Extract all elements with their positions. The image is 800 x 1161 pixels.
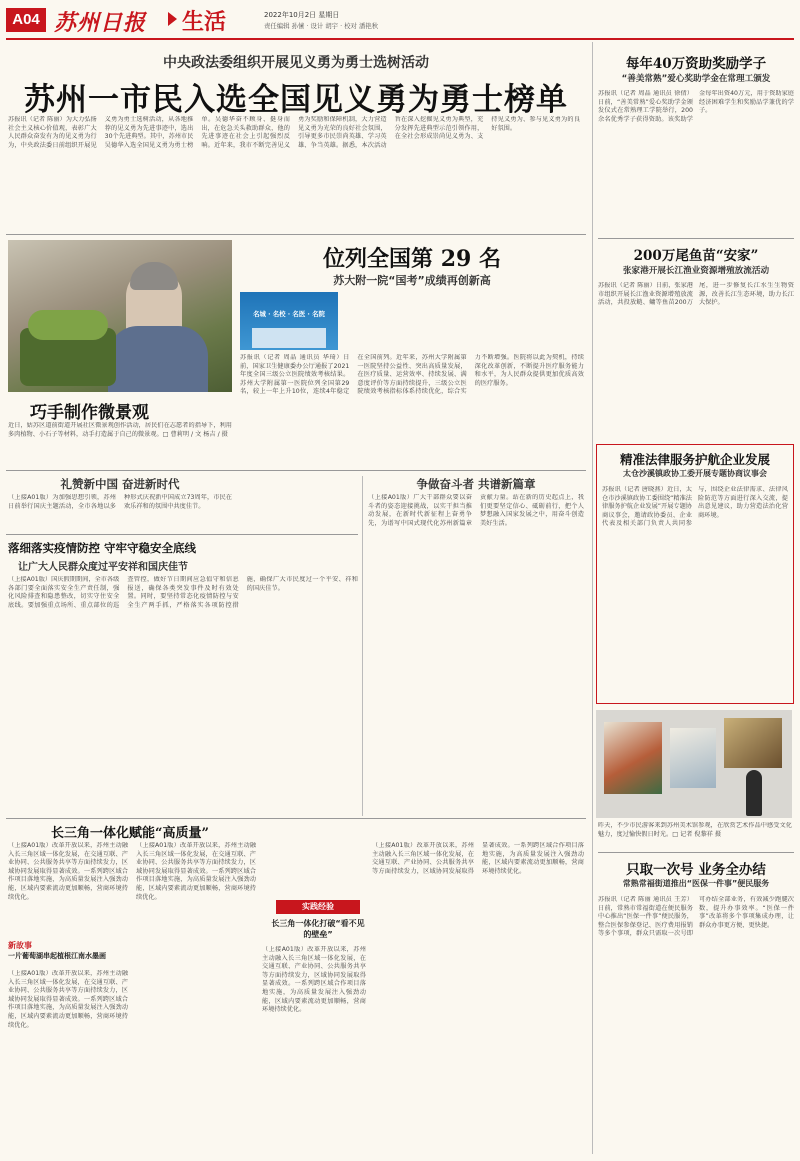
right-top-body: 苏报讯（记者 周晶 通讯员 徐倩）日前，“善美常熟”爱心奖助学金颁发仪式在常熟理工学院举行，200余名优秀学子获得资助。该奖助学金每年出资40万元，用于资助家庭经济困难学生和奖励品学兼优的学子。 (598, 90, 794, 123)
date-line: 2022年10月2日 星期日 (264, 11, 340, 19)
section-marker-icon (168, 12, 177, 26)
legal-body: 苏报讯（记者 唐晓燕）近日，太仓市沙溪镇政协工委围绕“精准法律服务护航企业发展”开展专题协商议事会，邀请政协委员、企业代表及相关部门负责人共同参与，围绕企业法律需求、法律风险防范等方面进行深入交流，提出意见建议，助力营造法治化营商环境。 (602, 486, 788, 528)
struggle-headline: 争做奋斗者 共谱新篇章 (416, 477, 536, 491)
ranking-body: 苏报讯（记者 周晶 通讯员 华琦）日前，国家卫生健康委办公厅通报了2021年度全国三级公立医院绩效考核结果。苏州大学附属第一医院位列全国第29名，较上一年上升10位，连续4年稳定在全国前列。近年来，苏州大学附属第一医院坚持公益性、突出高质量发展，在医疗质量、运营效率、持续发展、满意度评价等方面持续提升，三级公立医院绩效考核指标体系持续优化，综合实力不断增强。医院将以此为契机，持续深化改革创新，不断提升医疗服务能力和水平，为人民群众提供更加优质高效的医疗服务。 (240, 354, 584, 396)
shirt-shape (108, 326, 208, 392)
fire-body: （上接A01版）国庆假期期间，全市各级各部门要全面落实安全生产责任制，强化风险排查和隐患整改，切实守住安全底线。要加强重点场所、重点部位的巡查管控，做好节日期间应急值守和信息报送，确保各类突发事件及时有效处置。同时，要坚持常态化疫情防控与安全生产两手抓，严格落实各项防控措施，确保广大市民度过一个平安、祥和的国庆佳节。 (8, 576, 358, 609)
lead-body: 苏报讯（记者 陈丽）为大力弘扬社会主义核心价值观，表彰广大人民群众奋发有为的见义勇为行为，中央政法委日前组织开展见义勇为勇士选树活动，从各地推荐的见义勇为先进事迹中，选出30个先进典型。其中，苏州市民吴德华入选全国见义勇为勇士榜单。吴德华奋不顾身、挺身而出，在危急关头救助群众，他的先进事迹在社会上引起强烈反响。近年来，我市不断完善见义勇为奖励和保障机制，大力营造见义勇为光荣的良好社会氛围，引导更多市民崇尚英雄、学习英雄、争当英雄。据悉，本次活动旨在深入挖掘见义勇为典型，充分发挥先进典型示范引领作用，在全社会形成崇尚见义勇为、支持见义勇为、参与见义勇为的良好氛围。 (8, 116, 580, 149)
delta-sub-sub: 一片葡萄湖串起植根江南水墨画 (8, 952, 106, 960)
legal-sub: 太仓沙溪镇政协工委开展专题协商议事会 (623, 469, 767, 478)
divider-right-2 (598, 852, 794, 853)
caption-left-text: 近日，姑苏区道前街道开展社区微景观创作活动，居民们在志愿者的指导下，利用多肉植物、小石子等材料，动手打造属于自己的微景观。□ 曹莉明 / 文 杨吉 / 摄 (8, 422, 232, 438)
editor-line: 责任编辑 孙愫 · 设计 胡宇 · 校对 潘艳秋 (264, 22, 379, 30)
right-bottom-sub: 常熟常福街道推出“医保一件事”便民服务 (622, 879, 770, 888)
divider-mid (6, 470, 586, 471)
delta-body-3: （上接A01版）改革开放以来，苏州主动融入长三角区域一体化发展，在交通互联、产业协同、公共服务共享等方面持续发力，区域协同发展取得显著成效。一系列跨区域合作项目落地实施，为高质量发展注入强劲动能，区域内要素流动更加顺畅，营商环境持续优化。 (372, 842, 584, 875)
building-shape (252, 328, 326, 348)
divider-right-1 (598, 238, 794, 239)
visitor-silhouette (746, 770, 762, 816)
right-top-sub: “善美常熟”爱心奖助学金在常理工颁发 (621, 74, 771, 84)
painting-2 (670, 728, 716, 788)
right-top-kicker: 每年40万资助奖励学子 (625, 56, 767, 72)
delta-headline: 长三角一体化赋能“高质量” (51, 826, 209, 841)
ranking-headline: 位列全国第 29 名 (323, 246, 501, 272)
right-bottom-body: 苏报讯（记者 陈丽 通讯员 王芳）日前，常熟市常福街道在便民服务中心推出“医保一件事”便民服务，整合医保参保登记、医疗费用报销等多个事项，群众只需取一次号即可办结全部业务，有效减少跑腿次数，提升办事效率。“医保一件事”改革将多个事项集成办理，让群众办事更方便、更快捷。 (598, 896, 794, 938)
masthead (0, 0, 800, 42)
vrule-right (592, 42, 593, 1154)
vrule-struggle (362, 476, 363, 816)
masthead-rule (6, 38, 794, 40)
gallery-caption: 昨天，不少市民游客来到苏州美术馆参观，在欣赏艺术作品中感受文化魅力，度过愉快假日时光。□ 记者 倪黎祥 摄 (598, 822, 792, 838)
right-bottom-kicker: 只取一次号 业务全办结 (626, 862, 766, 878)
practice-box-title: 实践经验 (276, 900, 360, 914)
fire-sub: 让广大人民群众度过平安祥和国庆佳节 (18, 562, 188, 573)
delta-body: （上接A01版）改革开放以来，苏州主动融入长三角区域一体化发展，在交通互联、产业协同、公共服务共享等方面持续发力，区域协同发展取得显著成效。一系列跨区域合作项目落地实施，为高质量发展注入强劲动能，区域内要素流动更加顺畅，营商环境持续优化。 (8, 842, 128, 901)
delta-sub-title: 新故事 (8, 941, 32, 950)
lead-headline: 苏州一市民入选全国见义勇为勇士榜单 (24, 82, 568, 118)
struggle-body: （上接A01版）广大干部群众要以奋斗者的姿态迎接挑战，以实干担当推动发展，在新时代新征程上奋勇争先，为谱写中国式现代化苏州新篇章贡献力量。站在新的历史起点上，我们更要坚定信心、砥砺前行，把个人梦想融入国家发展之中，用奋斗创造美好生活。 (368, 494, 584, 527)
hair-shape (130, 262, 178, 290)
divider-delta (6, 818, 586, 819)
practice-box-text: 长三角一体化打破“看不见的壁垒” (271, 919, 365, 939)
delta-body-4: （上接A01版）改革开放以来，苏州主动融入长三角区域一体化发展，在交通互联、产业协同、公共服务共享等方面持续发力，区域协同发展取得显著成效。一系列跨区域合作项目落地实施，为高质量发展注入强劲动能，区域内要素流动更加顺畅，营商环境持续优化。 (8, 970, 128, 1029)
plant-leaves (28, 310, 108, 340)
gallery-photo (596, 710, 792, 818)
fire-headline: 落细落实疫情防控 守牢守稳安全底线 (8, 541, 197, 555)
painting-1 (604, 722, 662, 794)
banner-text: 名城 · 名校 · 名医 · 名院 (253, 310, 325, 318)
painting-3 (724, 718, 782, 768)
paper-name: 苏州日报 (54, 10, 147, 36)
right-mid-sub: 张家港开展长江渔业资源增殖放流活动 (622, 266, 770, 276)
hospital-banner (240, 292, 338, 350)
delta-body-2: （上接A01版）改革开放以来，苏州主动融入长三角区域一体化发展，在交通互联、产业协同、公共服务共享等方面持续发力，区域协同发展取得显著成效。一系列跨区域合作项目落地实施，为高质量发展注入强劲动能，区域内要素流动更加顺畅，营商环境持续优化。 (136, 842, 256, 901)
page-number-badge: A04 (6, 8, 46, 32)
ceremony-body: （上接A01版）为加强思想引领，苏州日前举行国庆主题活动，全市各地以多种形式庆祝新中国成立73周年，市民在欢乐祥和的氛围中共度佳节。 (8, 494, 232, 510)
right-mid-kicker: 200万尾鱼苗“安家” (633, 248, 759, 264)
ceremony-headline: 礼赞新中国 奋进新时代 (60, 477, 180, 491)
delta-body-5: （上接A01版）改革开放以来，苏州主动融入长三角区域一体化发展，在交通互联、产业协同、公共服务共享等方面持续发力，区域协同发展取得显著成效。一系列跨区域合作项目落地实施，为高质量发展注入强劲动能，区域内要素流动更加顺畅，营商环境持续优化。 (262, 946, 366, 1014)
lead-divider (6, 234, 586, 235)
ranking-sub: 苏大附一院“国考”成绩再创新高 (333, 274, 491, 287)
crafts-photo (8, 240, 232, 392)
lead-kicker: 中央政法委组织开展见义勇为勇士选树活动 (163, 55, 429, 71)
caption-left-title: 巧手制作微景观 (30, 403, 149, 423)
right-mid-body: 苏报讯（记者 陈丽）日前，张家港市组织开展长江渔业资源增殖放流活动，共投放鲢、鳙等鱼苗200万尾，进一步修复长江水生生物资源，改善长江生态环境，助力长江大保护。 (598, 282, 794, 307)
legal-kicker: 精准法律服务护航企业发展 (619, 452, 770, 467)
section-name: 生活 (182, 9, 227, 35)
divider-fire (6, 534, 358, 535)
